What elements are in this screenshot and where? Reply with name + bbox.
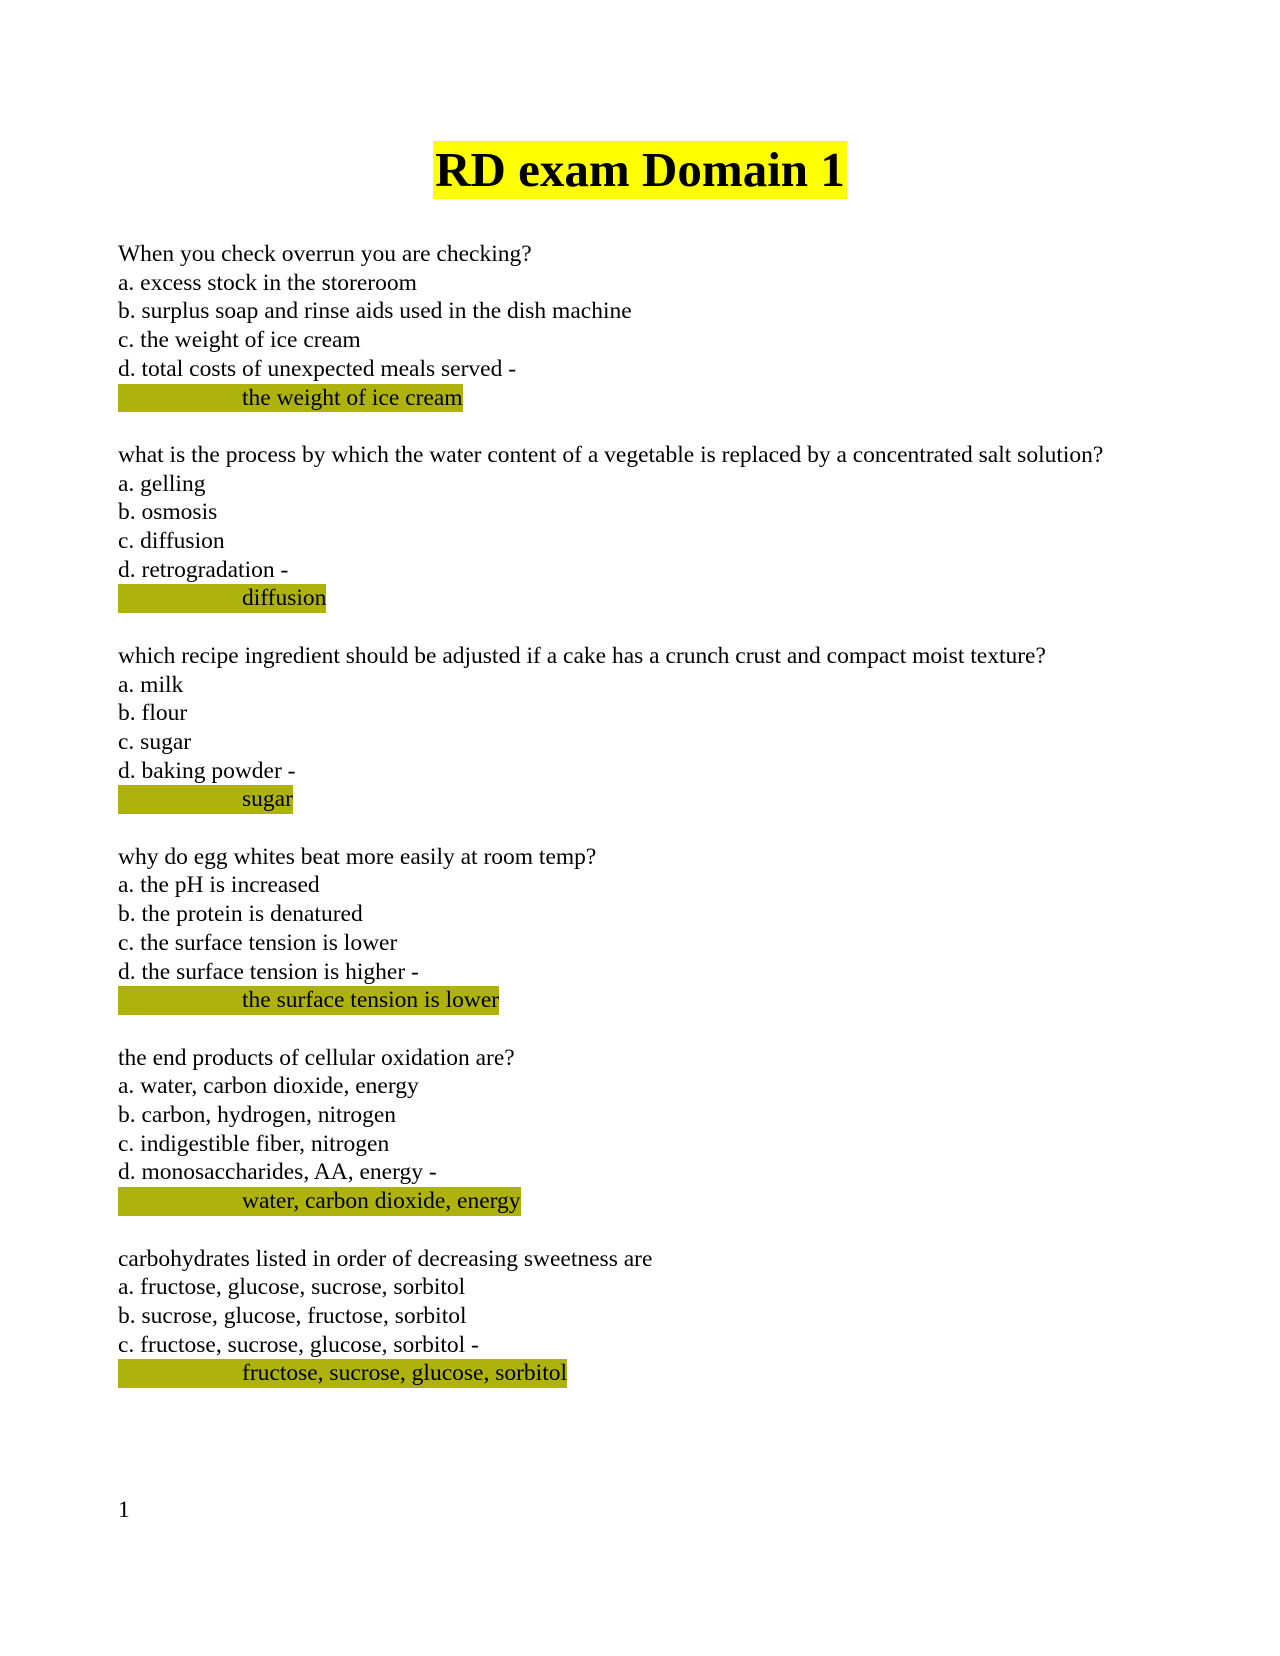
page-number: 1 (118, 1497, 130, 1523)
option-d: d. total costs of unexpected meals served - (118, 355, 517, 382)
option-d: d. monosaccharides, AA, energy - (118, 1159, 437, 1186)
option-d: d. the surface tension is higher - (118, 958, 419, 985)
question-text: carbohydrates listed in order of decreasing sweetness are (118, 1245, 653, 1272)
option-b: b. surplus soap and rinse aids used in the dish machine (118, 298, 632, 325)
option-a: a. excess stock in the storeroom (118, 269, 417, 296)
highlighted-answer: the weight of ice cream (118, 384, 463, 413)
title-container (0, 141, 1280, 199)
highlighted-answer: fructose, sucrose, glucose, sorbitol (118, 1359, 567, 1388)
option-b: b. sucrose, glucose, fructose, sorbitol (118, 1302, 467, 1329)
highlighted-answer: sugar (118, 785, 293, 814)
option-a: a. milk (118, 671, 184, 698)
option-b: b. flour (118, 700, 188, 727)
question-text: When you check overrun you are checking? (118, 241, 532, 267)
option-c: c. diffusion (118, 528, 225, 555)
option-b: b. carbon, hydrogen, nitrogen (118, 1102, 397, 1129)
highlighted-answer: the surface tension is lower (118, 986, 499, 1015)
option-b: b. osmosis (118, 499, 218, 526)
option-c: c. the surface tension is lower (118, 929, 398, 956)
question-block-4 (118, 843, 1178, 1015)
option-b: b. the protein is denatured (118, 901, 363, 928)
option-d: d. baking powder - (118, 757, 296, 784)
option-a: a. gelling (118, 470, 206, 497)
option-c: c. the weight of ice cream (118, 327, 361, 354)
highlighted-answer: diffusion (118, 584, 326, 613)
question-list (118, 240, 1178, 1417)
question-block-6 (118, 1245, 1178, 1389)
option-a: a. the pH is increased (118, 872, 320, 899)
question-block-2 (118, 441, 1178, 613)
option-a: a. water, carbon dioxide, energy (118, 1073, 419, 1100)
question-text: what is the process by which the water content of a vegetable is replaced by a concentrated salt solution? (118, 441, 1104, 468)
option-c: c. sugar (118, 728, 192, 755)
question-block-3 (118, 642, 1178, 814)
highlighted-answer: water, carbon dioxide, energy (118, 1187, 521, 1216)
option-a: a. fructose, glucose, sucrose, sorbitol (118, 1274, 466, 1301)
question-block-1 (118, 240, 1178, 412)
question-text: which recipe ingredient should be adjusted if a cake has a crunch crust and compact moist texture? (118, 642, 1046, 669)
option-d: d. retrogradation - (118, 556, 289, 583)
question-text: the end products of cellular oxidation are? (118, 1044, 515, 1071)
page-title: RD exam Domain 1 (435, 142, 845, 197)
question-text: why do egg whites beat more easily at room temp? (118, 843, 597, 870)
option-c: c. fructose, sucrose, glucose, sorbitol - (118, 1331, 479, 1358)
option-c: c. indigestible fiber, nitrogen (118, 1130, 390, 1157)
question-block-5 (118, 1044, 1178, 1216)
